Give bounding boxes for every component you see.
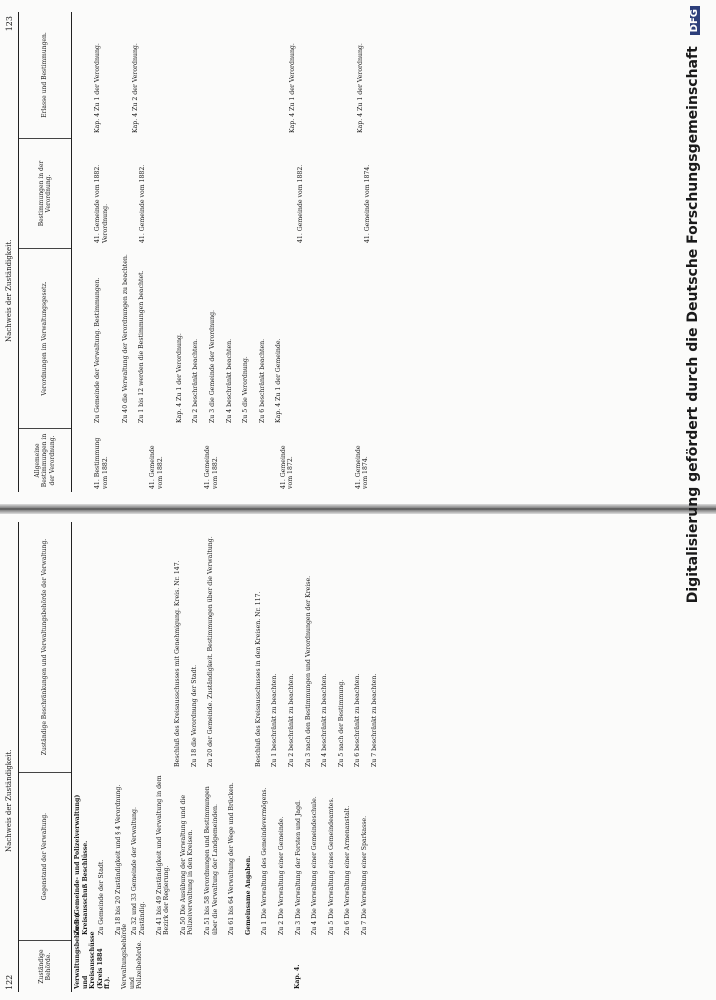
right-header-col3: Bestimmungen in der Verordnung. — [19, 138, 71, 248]
right-header-row — [18, 12, 72, 492]
right-col1-entry: 41. Gemeinde vom 1882. — [149, 445, 164, 489]
right-col1-entry: 41. Bestimmung vom 1882. — [94, 437, 109, 489]
left-col2-entry: Zu 41 bis 49 Zuständigkeit und Verwaltung in dem Bezirk der Regierung. — [155, 775, 171, 935]
left-col2-entry: Gemeinsame Angaben. — [244, 855, 252, 935]
right-col2-entry: Zu 2 beschränkt beachten. — [192, 338, 200, 423]
left-page-title: Nachweis der Zuständigkeit. — [5, 749, 13, 852]
page-fold-divider — [0, 504, 716, 514]
left-col2-entry: Zu 5 Die Verwaltung eines Gemeindeamtes. — [327, 797, 335, 935]
left-col2-entry: Zu 4 Die Verwaltung einer Gemeindeschule. — [311, 796, 319, 935]
right-col1-entry: 41. Gemeinde vom 1874. — [354, 445, 370, 489]
right-col2-entry: Kap. 4 Zu 1 der Gemeinde. — [275, 338, 283, 423]
right-col4-entry: Kap. 4 Zu 1 der Verordnung. — [356, 43, 364, 133]
left-header-row — [18, 522, 72, 992]
right-col1 — [74, 428, 379, 492]
dfg-logo: DFG — [690, 6, 700, 35]
right-col4-entry: Kap. 4 Zu 1 der Verordnung. — [289, 43, 297, 133]
left-col3-entry: Beschluß des Kreisausschusses in den Kreisen. Nr. 117. — [254, 591, 262, 767]
right-col2-entry: Zu 40 die Verwaltung der Verordnungen zu beachten. — [121, 254, 129, 423]
left-col3-entry: Zu 18 die Verordnung der Stadt. — [190, 664, 198, 767]
left-col2-entry: Zu 18 bis 20 Zuständigkeit und § 4 Verordnung. — [114, 784, 122, 935]
left-col2-entry: Zu 7 Die Verwaltung einer Sparkasse. — [360, 815, 368, 935]
right-col2 — [74, 248, 292, 426]
right-page — [0, 12, 700, 492]
left-page-number: 122 — [5, 974, 14, 990]
left-col1-entry: Verwaltungsbehörde und Polizeibehörde. — [120, 924, 144, 989]
right-col1-entry: 41. Gemeinde vom 1872. — [279, 445, 295, 489]
right-col4 — [74, 12, 373, 136]
dfg-footer — [685, 6, 712, 996]
right-header-col4: Erlasse und Bestimmungen. — [41, 32, 49, 118]
right-col3-entry: 41. Gemeinde vom 1882. Verordnung. — [94, 164, 109, 243]
right-col2-entry: Zu 3 die Gemeinde der Verordnung. — [208, 309, 216, 423]
dfg-footer-text: Digitalisierung gefördert durch die Deutsche Forschungsgemeinschaft — [685, 46, 701, 604]
left-col3-entry: Zu 4 beschränkt zu beachten. — [321, 673, 329, 767]
left-col2-entry: Zu 50 Die Ausübung der Verwaltung und die Polizeiverwaltung in den Kreisen. — [179, 794, 195, 935]
left-col3-entry: Beschluß des Kreisausschusses mit Genehmigung. Kreis. Nr. 147. — [174, 560, 181, 767]
right-col3-entry: 41. Gemeinde vom 1874. — [364, 164, 372, 243]
right-col2-entry: Kap. 4 Zu 1 der Verordnung. — [175, 333, 183, 423]
left-col2-entry: Zu 8 (Gemeinde- und Polizeiverwaltung) Kreisausschuß Beschlüsse. — [74, 794, 89, 935]
left-col3-entry: Zu 20 der Gemeinde. Zuständigkeit. Bestimmungen über die Verwaltung. — [207, 536, 215, 767]
left-col2-entry: Zu 61 bis 64 Verwaltung der Wege und Brücken. — [228, 782, 236, 935]
left-col1 — [74, 913, 310, 992]
left-col3-entry: Zu 1 beschränkt zu beachten. — [271, 673, 279, 767]
left-col3-entry: Zu 2 beschränkt zu beachten. — [287, 673, 295, 767]
right-col1-entry: 41. Gemeinde vom 1882. — [204, 445, 219, 489]
right-col3-entry: 41. Gemeinde vom 1882. — [296, 164, 304, 243]
left-col2-entry: Zu Gemeinde der Stadt. — [98, 859, 106, 935]
right-col2-entry: Zu 4 beschränkt beachten. — [225, 338, 233, 423]
left-col3-entry: Zu 6 beschränkt zu beachten. — [354, 673, 362, 767]
left-col3-entry: Zu 7 beschränkt zu beachten. — [370, 673, 378, 767]
left-col3-entry: Zu 5 nach der Bestimmung. — [337, 679, 345, 767]
right-header-col1: Allgemeine Bestimmungen in der Verordnung. — [19, 428, 71, 492]
left-col1-entry: Verwaltungsbehörden und Kreisausschüsse (Kreis 1884 ff.). — [74, 913, 112, 989]
right-col2-entry: Zu 1 bis 12 werden die Bestimmungen beachtet. — [138, 270, 146, 423]
right-col2-entry: Zu Gemeinde der Verwaltung. Bestimmungen. — [94, 277, 101, 423]
left-col1-entry: Kap. 4. — [293, 964, 301, 989]
left-header-col1: Zuständige Behörde. — [19, 940, 71, 992]
right-col2-entry: Zu 5 die Verordnung. — [242, 356, 250, 423]
left-header-col3: Zuständige Beschränkungen und Verwaltungsbehörde der Verwaltung. — [41, 538, 49, 756]
left-col3 — [74, 522, 388, 770]
left-col2-entry: Zu 1 Die Verwaltung des Gemeindevermögens. — [261, 787, 269, 935]
left-page — [0, 522, 700, 992]
left-col2-entry: Zu 32 und 33 Gemeinde der Verwaltung. Zuständig. — [131, 807, 146, 935]
left-col2-entry: Zu 51 bis 58 Verordnungen und Bestimmungen über die Verwaltung der Landgemeinden. — [203, 786, 219, 935]
left-col2-entry: Zu 6 Die Verwaltung einer Armenanstalt. — [344, 805, 352, 935]
right-header-col2: Verordnungen im Verwaltungsgesetz. — [19, 248, 71, 428]
left-col2-entry: Zu 2 Die Verwaltung einer Gemeinde. — [277, 816, 285, 935]
right-col4-entry: Kap. 4 Zu 2 der Verordnung. — [131, 43, 139, 133]
right-page-number: 123 — [5, 16, 14, 32]
right-col2-entry: Zu 6 beschränkt beachten. — [258, 338, 266, 423]
right-page-title: Nachweis der Zuständigkeit. — [5, 239, 13, 342]
right-col3 — [74, 138, 381, 246]
left-col2 — [74, 772, 377, 938]
right-col3-entry: 41. Gemeinde vom 1882. — [139, 164, 147, 243]
left-col3-entry: Zu 3 nach den Bestimmungen und Verordnungen der Kreise. — [304, 575, 312, 767]
left-col2-entry: Zu 3 Die Verwaltung der Forsten und Jagd. — [294, 799, 302, 935]
left-header-col2: Gegenstand der Verwaltung. — [19, 772, 71, 940]
right-col4-entry: Kap. 4 Zu 1 der Verordnung. — [94, 43, 101, 133]
